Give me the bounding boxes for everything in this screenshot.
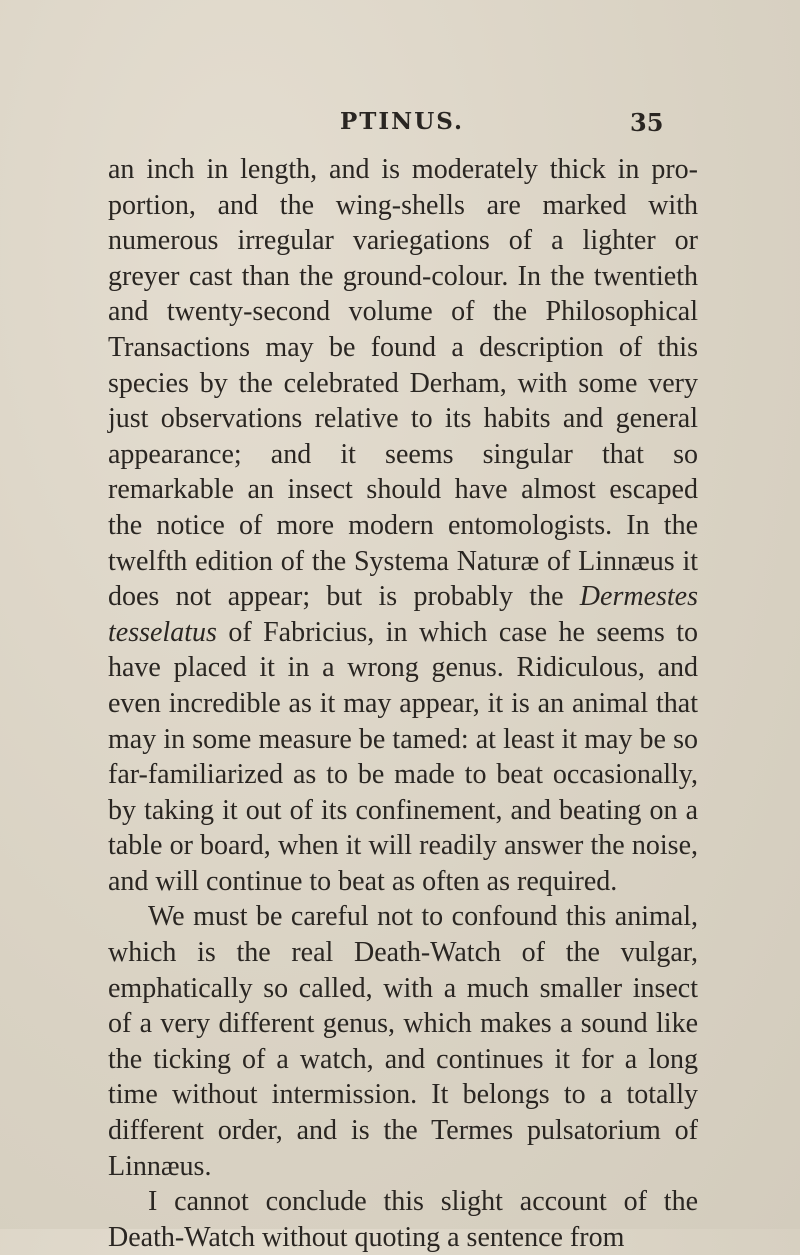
page-header [100, 108, 700, 148]
text-segment: of Fabricius, in which case he seems to have placed it in a wrong genus. Ridiculous, and even incredible as it may appear, it is an animal that may in some measure be tamed: at least it may be so far-familiarized as to be made to beat occasionally, by taking it out of its confinement, and beating on a table or board, when it will readily answer the noise, and will continue to beat as often as required. [108, 616, 698, 897]
text-segment: Systema Naturæ [353, 545, 540, 577]
text-segment: of Linnæus it does not appear; but is probably the [108, 545, 699, 613]
text-segment: We must be careful not to confound this animal, which is the real Death-Watch of the vulgar, emphatically so called, with a much smaller insect of a very different genus, which makes a sound like the ticking of a watch, and continues it for a long time without intermission. It belongs to a totally different order, and is the Termes pulsatorium of Linnæus. [108, 901, 698, 1182]
body-text [108, 152, 698, 1255]
paragraph-1 [108, 152, 698, 899]
paragraph-3 [108, 1184, 698, 1255]
running-head: PTINUS. [340, 108, 465, 135]
page-number: 35 [630, 108, 664, 137]
text-segment: I cannot conclude this slight account of the Death-Watch without quoting a sentence from [108, 1186, 698, 1253]
paragraph-2 [108, 899, 698, 1184]
italic-species-name: Dermestes tesselatus [108, 581, 698, 648]
text-segment: an inch in length, and is moderately thick in proportion, and the wing-shells are marked with numerous irregular variegations of a lighter or greyer cast than the ground-colour. In the twentieth and twenty-second volume of the Philosophical Transactions may be found a description of this species by the celebrated Derham, with some very just observations relative to its habits and general appearance; and it seems singular that so remarkable an insect should have almost escaped the notice of more modern entomologists. In the twelfth edition of the [108, 154, 698, 577]
